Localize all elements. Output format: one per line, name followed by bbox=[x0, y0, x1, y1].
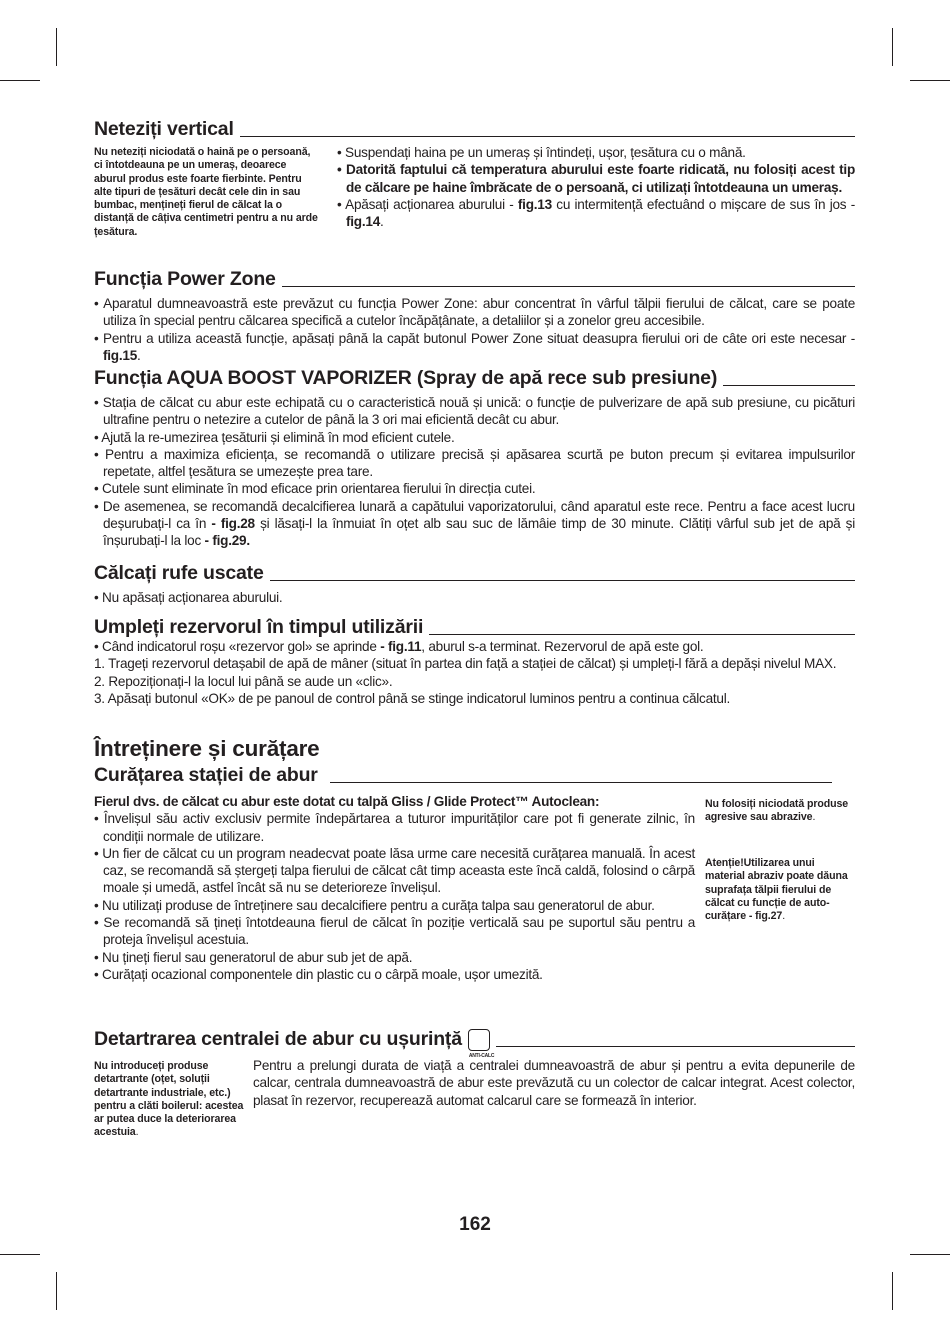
lead-text: Fierul dvs. de călcat cu abur este dotat cu talpă Gliss / Glide Protect™ Autoclean: bbox=[94, 794, 600, 809]
section-heading-descale: Detartrarea centralei de abur cu ușurință ANTI-CALC bbox=[94, 1028, 855, 1051]
bullet: • Nu țineți fierul sau generatorul de abur sub jet de apă. bbox=[94, 949, 413, 965]
bullet-bold: • Datorită faptului că temperatura aburului este foarte ridicată, nu folosiți acest tip de călcare pe haine îmbrăcate de o persoană, ci utilizați întotdeauna un umeraș. bbox=[337, 162, 855, 195]
cleaning-bullets bbox=[94, 793, 695, 983]
bullet: • Aparatul dumneavoastră este prevăzut cu funcția Power Zone: abur concentrat în vârful tălpii fierului de călcat, care se poate utiliza în special pentru călcarea specifică a cutelor încăpățânate, a detaliilor și a zonelor greu accesibile. bbox=[94, 296, 855, 329]
crop-mark bbox=[0, 1254, 40, 1255]
aqua-boost-bullets bbox=[94, 394, 855, 550]
heading-rule bbox=[429, 634, 855, 635]
step: 3. Apăsați butonul «OK» de pe panoul de control până se stinge indicatorul luminos pentru a continua călcatul. bbox=[94, 690, 731, 706]
section-heading-refill: Umpleți rezervorul în timpul utilizării bbox=[94, 616, 855, 639]
bullet: • Învelișul său activ exclusiv permite îndepărtarea a tuturor impurităților care pot fi generate zilnic, în condiții normale de utilizare. bbox=[94, 811, 695, 844]
section-heading-vertical: Neteziți vertical bbox=[94, 118, 855, 141]
bullet: • Pentru a maximiza eficiența, se recomandă o utilizare precisă și apăsarea scurtă pe buton precum și evitarea impulsurilor repetate, altfel țesătura se umezește prea tare. bbox=[94, 446, 855, 480]
bullet: • Nu apăsați acționarea aburului. bbox=[94, 590, 283, 605]
sidebar-note-vertical: Nu neteziți niciodată o haină pe o persoană, ci întotdeauna pe un umeraș, deoarece aburul produs este foarte fierbinte. Pentru alte tipuri de țesături decât cele din in sau bumbac, mențineți fierul de călcat la o distanță de câțiva centimetri pentru a nu arde țesătura. bbox=[94, 146, 318, 238]
section-heading-power-zone: Funcția Power Zone bbox=[94, 268, 855, 291]
section-heading-dry-ironing: Călcați rufe uscate bbox=[94, 562, 855, 585]
bullet: • Cutele sunt eliminate în mod eficace prin orientarea fierului în direcția cutei. bbox=[94, 481, 536, 497]
refill-steps bbox=[94, 638, 855, 707]
crop-mark bbox=[910, 1254, 950, 1255]
sidebar-note-descale: Nu introduceți produse detartrante (oțet, soluții detartrante industriale, etc.) pentru a clăti boilerul: acestea ar putea duce la deteriorarea acestuia. bbox=[94, 1060, 244, 1139]
crop-mark bbox=[56, 1272, 57, 1310]
bullet: • De asemenea, se recomandă decalcifierea lunară a capătului vaporizatorului, când aparatul este rece. Pentru a face acest lucru deșurubați-l ca în - fig.28 și lăsați-l la înmuiat în oțet alb sau suc de lămâie timp de 30 minute. Clătiți vârful sub jet de apă și înșurubați-l la loc - fig.29. bbox=[94, 498, 855, 549]
heading-rule bbox=[723, 385, 855, 386]
descale-text bbox=[253, 1057, 855, 1109]
bullet: • Nu utilizați produse de întreținere sau decalcifiere pentru a curăța talpa sau generatorul de abur. bbox=[94, 897, 655, 913]
bullet: • Stația de călcat cu abur este echipată cu o caracteristică nouă și unică: o funcție de pulverizare de apă sub presiune, cu picături ultrafine pentru o netezire a cutelor de până la 3 ori mai eficientă decât cu abur. bbox=[94, 395, 855, 428]
crop-mark bbox=[892, 28, 893, 66]
section-heading-aqua-boost: Funcția AQUA BOOST VAPORIZER (Spray de apă rece sub presiune) bbox=[94, 367, 855, 390]
power-zone-bullets bbox=[94, 295, 855, 364]
chapter-title: Întreținere și curățare bbox=[94, 736, 320, 761]
bullet: • Suspendați haina pe un umeraș și întindeți, ușor, țesătura cu o mână. bbox=[337, 145, 746, 160]
bullet: • Pentru a utiliza această funcție, apăsați până la capăt butonul Power Zone situat deasupra fierului ori de câte ori este necesar - fig.15. bbox=[94, 330, 855, 363]
paragraph: Pentru a prelungi durata de viață a centralei dumneavoastră de abur și pentru a evita depunerile de calcar, centrala dumneavoastră de abur este prevăzută cu un colector de calcar integrat. Acest colector, plasat în rezervor, recuperează automat calcarul care se formează în interior. bbox=[253, 1058, 855, 1108]
anti-calc-icon: ANTI-CALC bbox=[468, 1029, 490, 1051]
bullet: • Se recomandă să țineți întotdeauna fierul de călcat în poziție verticală sau pe suportul său pentru a proteja învelișul acestuia. bbox=[94, 915, 695, 948]
crop-mark bbox=[56, 28, 57, 66]
step: 1. Trageți rezervorul detașabil de apă de mâner (situat în partea din față a stației de călcat) și umpleți-l fără a depăși nivelul MAX. bbox=[94, 656, 837, 672]
vertical-bullets bbox=[337, 144, 855, 230]
sidebar-note-cleaning-1: Nu folosiți niciodată produse agresive sau abrazive. bbox=[705, 798, 849, 824]
heading-rule bbox=[496, 1046, 855, 1047]
heading-rule bbox=[270, 580, 855, 581]
step: 2. Repoziționați-l la locul lui până se aude un «clic». bbox=[94, 673, 393, 689]
bullet: • Curățați ocazional componentele din plastic cu o cârpă moale, ușor umezită. bbox=[94, 966, 543, 982]
bullet: • Un fier de călcat cu un program neadecvat poate lăsa urme care necesită curățarea manuală. În acest caz, se recomandă să ștergeți talpa fierului de călcat cât timp aceasta este încă caldă, folosind o cârpă moale și umedă, astfel încât să nu se deterioreze învelișul. bbox=[94, 845, 695, 896]
crop-mark bbox=[910, 80, 950, 81]
page-number: 162 bbox=[459, 1214, 491, 1235]
bullet: • Când indicatorul roșu «rezervor gol» se aprinde - fig.11, aburul s-a terminat. Rezervorul de apă este gol. bbox=[94, 639, 704, 654]
heading-rule bbox=[330, 782, 832, 783]
sidebar-note-cleaning-2: Atenție!Utilizarea unui material abraziv poate dăuna suprafața tălpii fierului de călcat cu funcție de auto-curățare - fig.27. bbox=[705, 857, 848, 923]
crop-mark bbox=[0, 80, 40, 81]
heading-rule bbox=[240, 136, 855, 137]
crop-mark bbox=[892, 1272, 893, 1310]
section-heading-cleaning: Curățarea stației de abur bbox=[94, 764, 832, 787]
bullet: • Ajută la re-umezirea țesăturii și elimină în mod eficient cutele. bbox=[94, 429, 455, 445]
bullet: • Apăsați acționarea aburului - fig.13 cu intermitență efectuând o mișcare de sus în jos - fig.14. bbox=[337, 196, 855, 230]
heading-rule bbox=[282, 286, 855, 287]
dry-bullets bbox=[94, 589, 855, 606]
